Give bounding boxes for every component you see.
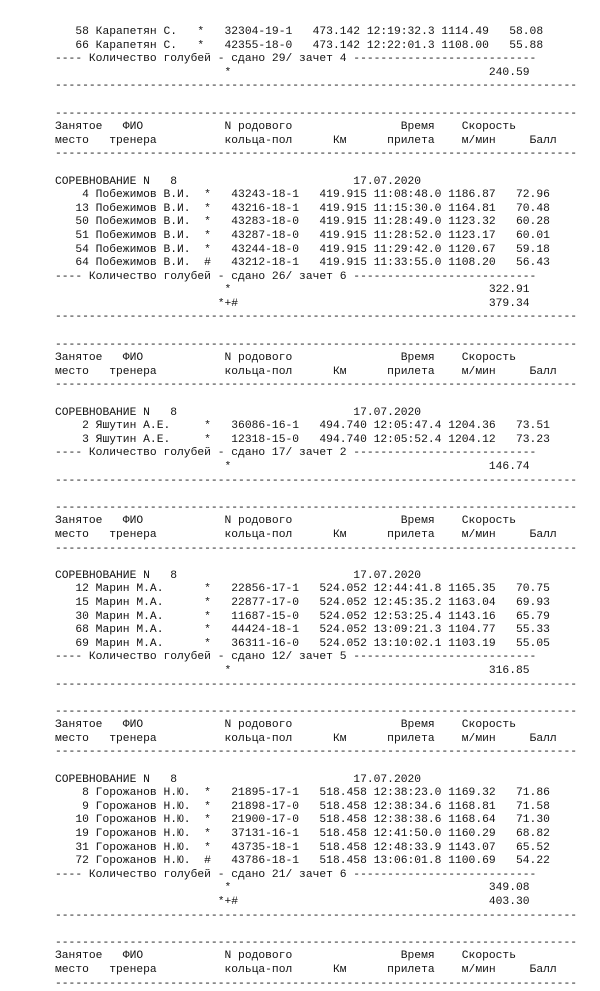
rule-line: ----------------------------------------------------------------------------- [55, 542, 578, 555]
competition-title: СОРЕВНОВАНИЕ N 8 17.07.2020 [55, 406, 422, 419]
rule-line: ----------------------------------------------------------------------------- [55, 909, 578, 922]
total-line: * 240.59 [55, 66, 530, 79]
blank-line [55, 393, 591, 407]
blank-line [55, 556, 591, 570]
results-document [55, 26, 591, 991]
result-row: 31 Горожанов Н.Ю. * 43735-18-1 518.458 12:48:33.9 1143.07 65.52 [55, 841, 550, 854]
blank-line [55, 488, 591, 502]
result-row: 51 Побежимов В.И. * 43287-18-0 419.915 11:28:52.0 1123.17 60.01 [55, 229, 550, 242]
result-row: 72 Горожанов Н.Ю. # 43786-18-1 518.458 13:06:01.8 1100.69 54.22 [55, 855, 550, 868]
total-line: * 316.85 [55, 664, 530, 677]
column-header-2: место тренера кольца-пол Км прилета м/мин Балл [55, 732, 557, 745]
blank-line [55, 692, 591, 706]
count-summary: ---- Количество голубей - сдано 29/ зачет 4 --------------------------- [55, 53, 537, 66]
rule-line: ----------------------------------------------------------------------------- [55, 148, 578, 161]
result-row: 15 Марин М.А. * 22877-17-0 524.052 12:45:35.2 1163.04 69.93 [55, 596, 550, 609]
blank-line [55, 923, 591, 937]
competition-title: СОРЕВНОВАНИЕ N 8 17.07.2020 [55, 175, 422, 188]
total-line: * 349.08 [55, 882, 530, 895]
column-header-1: Занятое ФИО N родового Время Скорость [55, 121, 516, 134]
rule-line: ----------------------------------------------------------------------------- [55, 746, 578, 759]
blank-line [55, 325, 591, 339]
result-row: 9 Горожанов Н.Ю. * 21898-17-0 518.458 12:38:34.6 1168.81 71.58 [55, 800, 550, 813]
result-row: 12 Марин М.А. * 22856-17-1 524.052 12:44:41.8 1165.35 70.75 [55, 583, 550, 596]
result-row: 2 Яшутин А.Е. * 36086-16-1 494.740 12:05:47.4 1204.36 73.51 [55, 420, 550, 433]
column-header-2: место тренера кольца-пол Км прилета м/мин Балл [55, 528, 557, 541]
result-row: 64 Побежимов В.И. # 43212-18-1 419.915 11:33:55.0 1108.20 56.43 [55, 257, 550, 270]
column-header-1: Занятое ФИО N родового Время Скорость [55, 950, 516, 963]
total-line: *+# 379.34 [55, 297, 530, 310]
column-header-2: место тренера кольца-пол Км прилета м/мин Балл [55, 134, 557, 147]
total-line: * 322.91 [55, 284, 530, 297]
count-summary: ---- Количество голубей - сдано 17/ зачет 2 --------------------------- [55, 447, 537, 460]
count-summary: ---- Количество голубей - сдано 21/ зачет 6 --------------------------- [55, 868, 537, 881]
result-row: 68 Марин М.А. * 44424-18-1 524.052 13:09:21.3 1104.77 55.33 [55, 624, 550, 637]
column-header-1: Занятое ФИО N родового Время Скорость [55, 719, 516, 732]
rule-line: ----------------------------------------------------------------------------- [55, 936, 578, 949]
result-row: 8 Горожанов Н.Ю. * 21895-17-1 518.458 12:38:23.0 1169.32 71.86 [55, 787, 550, 800]
result-row: 19 Горожанов Н.Ю. * 37131-16-1 518.458 12:41:50.0 1160.29 68.82 [55, 828, 550, 841]
rule-line: ----------------------------------------------------------------------------- [55, 107, 578, 120]
result-row: 66 Карапетян С. * 42355-18-0 473.142 12:22:01.3 1108.00 55.88 [55, 39, 544, 52]
result-row: 13 Побежимов В.И. * 43216-18-1 419.915 11:15:30.0 1164.81 70.48 [55, 202, 550, 215]
result-row: 4 Побежимов В.И. * 43243-18-1 419.915 11:08:48.0 1186.87 72.96 [55, 189, 550, 202]
result-row: 50 Побежимов В.И. * 43283-18-0 419.915 11:28:49.0 1123.32 60.28 [55, 216, 550, 229]
rule-line: ----------------------------------------------------------------------------- [55, 977, 578, 990]
rule-line: ----------------------------------------------------------------------------- [55, 80, 578, 93]
result-row: 30 Марин М.А. * 11687-15-0 524.052 12:53:25.4 1143.16 65.79 [55, 610, 550, 623]
competition-title: СОРЕВНОВАНИЕ N 8 17.07.2020 [55, 569, 422, 582]
result-row: 69 Марин М.А. * 36311-16-0 524.052 13:10:02.1 1103.19 55.05 [55, 637, 550, 650]
blank-line [55, 162, 591, 176]
rule-line: ----------------------------------------------------------------------------- [55, 474, 578, 487]
rule-line: ----------------------------------------------------------------------------- [55, 501, 578, 514]
rule-line: ----------------------------------------------------------------------------- [55, 338, 578, 351]
column-header-2: место тренера кольца-пол Км прилета м/мин Балл [55, 963, 557, 976]
rule-line: ----------------------------------------------------------------------------- [55, 705, 578, 718]
blank-line [55, 94, 591, 108]
total-line: * 146.74 [55, 461, 530, 473]
rule-line: ----------------------------------------------------------------------------- [55, 311, 578, 324]
result-row: 58 Карапетян С. * 32304-19-1 473.142 12:19:32.3 1114.49 58.08 [55, 26, 544, 38]
result-row: 10 Горожанов Н.Ю. * 21900-17-0 518.458 12:38:38.6 1168.64 71.30 [55, 814, 550, 827]
competition-title: СОРЕВНОВАНИЕ N 8 17.07.2020 [55, 773, 422, 786]
rule-line: ----------------------------------------------------------------------------- [55, 678, 578, 691]
rule-line: ----------------------------------------------------------------------------- [55, 379, 578, 392]
result-row: 54 Побежимов В.И. * 43244-18-0 419.915 11:29:42.0 1120.67 59.18 [55, 243, 550, 256]
column-header-2: место тренера кольца-пол Км прилета м/мин Балл [55, 365, 557, 378]
column-header-1: Занятое ФИО N родового Время Скорость [55, 515, 516, 528]
total-line: *+# 403.30 [55, 896, 530, 908]
blank-line [55, 760, 591, 774]
count-summary: ---- Количество голубей - сдано 26/ зачет 6 --------------------------- [55, 270, 537, 283]
result-row: 3 Яшутин А.Е. * 12318-15-0 494.740 12:05:52.4 1204.12 73.23 [55, 433, 550, 446]
count-summary: ---- Количество голубей - сдано 12/ зачет 5 --------------------------- [55, 651, 537, 664]
column-header-1: Занятое ФИО N родового Время Скорость [55, 352, 516, 365]
